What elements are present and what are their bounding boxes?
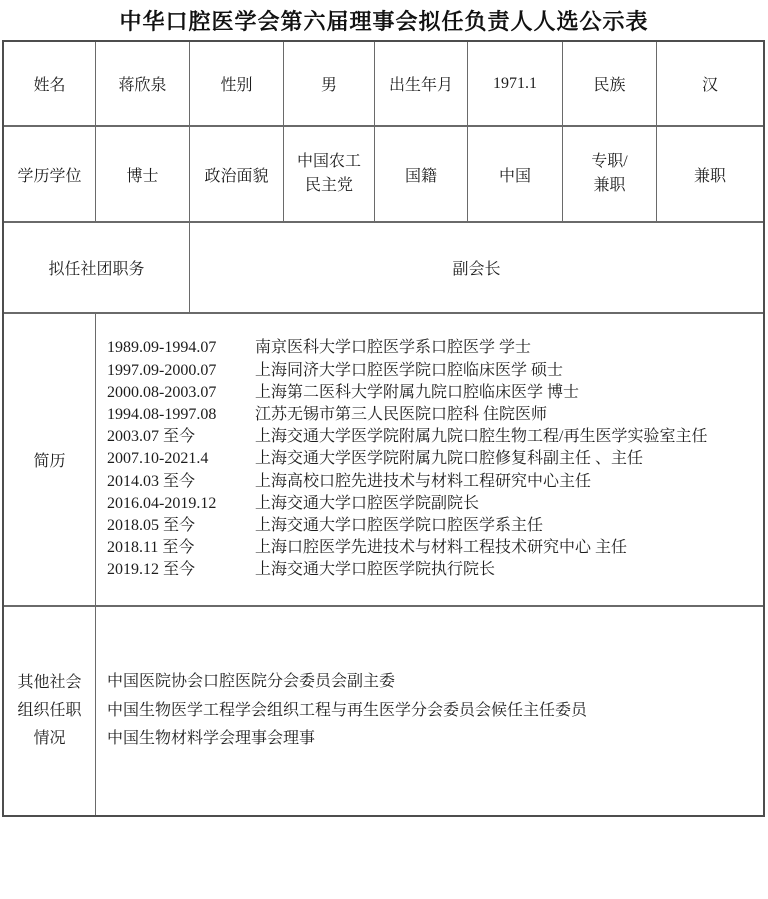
gender-label-cell: 性别	[190, 42, 284, 125]
other-posts-content-cell	[96, 607, 763, 815]
resume-entry-date: 1994.08-1997.08	[107, 405, 217, 423]
resume-entry	[107, 426, 707, 448]
resume-entry-date: 1989.09-1994.07	[107, 339, 217, 357]
other-post-entry: 中国生物医学工程学会组织工程与再生医学分会委员会候任主任委员	[107, 701, 588, 719]
other-posts-label-text: 其他社会组织任职情况	[17, 674, 82, 747]
resume-entry	[107, 471, 591, 493]
ethnic-label-cell: 民族	[563, 42, 657, 125]
political-value-cell	[284, 127, 375, 221]
resume-entry-desc: 南京医科大学口腔医学系口腔医学 学士	[255, 339, 532, 357]
table-row	[4, 127, 763, 223]
resume-entry-desc: 上海交通大学医学院附属九院口腔修复科副主任 、主任	[255, 450, 644, 468]
resume-entry-date: 1997.09-2000.07	[107, 361, 217, 379]
proposed-post-label-cell: 拟任社团职务	[4, 223, 190, 312]
page-title: 中华口腔医学会第六届理事会拟任负责人人选公示表	[119, 8, 649, 34]
post-type-label-text: 专职/兼职	[591, 153, 628, 194]
resume-content-cell	[96, 314, 763, 605]
resume-entry-date: 2019.12 至今	[107, 561, 196, 579]
nationality-value-cell: 中国	[468, 127, 563, 221]
resume-entry-desc: 江苏无锡市第三人民医院口腔科 住院医师	[255, 405, 548, 423]
resume-entry	[107, 337, 531, 359]
gender-value-cell: 男	[284, 42, 375, 125]
resume-entry-desc: 上海高校口腔先进技术与材料工程研究中心主任	[255, 472, 592, 490]
resume-entry	[107, 493, 479, 515]
nationality-label-cell: 国籍	[375, 127, 468, 221]
name-value-cell: 蒋欣泉	[96, 42, 190, 125]
resume-label-cell: 简历	[4, 314, 96, 605]
resume-entry-desc: 上海第二医科大学附属九院口腔临床医学 博士	[255, 383, 580, 401]
other-posts-label-cell	[4, 607, 96, 815]
resume-entry-desc: 上海交通大学医学院附属九院口腔生物工程/再生医学实验室主任	[255, 428, 708, 446]
resume-entry	[107, 360, 563, 382]
resume-entry-desc: 上海交通大学口腔医学院口腔医学系主任	[255, 517, 544, 534]
resume-entry-date: 2016.04-2019.12	[107, 494, 217, 512]
resume-entry-desc: 上海口腔医学先进技术与材料工程技术研究中心 主任	[255, 539, 628, 557]
resume-entry-date: 2007.10-2021.4	[107, 450, 209, 468]
name-label-cell: 姓名	[4, 42, 96, 125]
birth-label-cell: 出生年月	[375, 42, 468, 125]
table-row	[4, 223, 763, 314]
birth-value-cell: 1971.1	[468, 42, 563, 125]
resume-entry-desc: 上海同济大学口腔医学院口腔临床医学 硕士	[255, 361, 564, 379]
resume-entry	[107, 382, 579, 404]
resume-entry-date: 2003.07 至今	[107, 428, 196, 446]
resume-entry	[107, 559, 495, 581]
proposed-post-value-cell: 副会长	[452, 261, 501, 278]
resume-entry-desc: 上海交通大学口腔医学院执行院长	[255, 561, 496, 579]
resume-entry-date: 2014.03 至今	[107, 472, 196, 490]
degree-value-cell: 博士	[96, 127, 190, 221]
table-row	[4, 314, 763, 607]
political-label-cell: 政治面貌	[190, 127, 284, 221]
resume-entry-desc: 上海交通大学口腔医学院副院长	[255, 494, 480, 512]
other-post-entry: 中国医院协会口腔医院分会委员会副主委	[107, 673, 396, 691]
resume-entry	[107, 448, 643, 470]
post-type-label-cell	[563, 127, 657, 221]
degree-label-cell: 学历学位	[4, 127, 96, 221]
resume-entry-date: 2018.05 至今	[107, 517, 196, 534]
personnel-table	[2, 40, 765, 817]
resume-entry-date: 2018.11 至今	[107, 539, 195, 557]
resume-entry-date: 2000.08-2003.07	[107, 383, 217, 401]
ethnic-value-cell: 汉	[701, 77, 718, 94]
resume-entry	[107, 537, 627, 559]
political-value-text: 中国农工民主党	[296, 153, 361, 194]
resume-entry	[107, 515, 543, 537]
table-row	[4, 42, 763, 127]
other-post-entry: 中国生物材料学会理事会理事	[107, 730, 316, 748]
table-row	[4, 607, 763, 815]
resume-entry	[107, 404, 547, 426]
post-type-value-cell: 兼职	[693, 167, 726, 185]
